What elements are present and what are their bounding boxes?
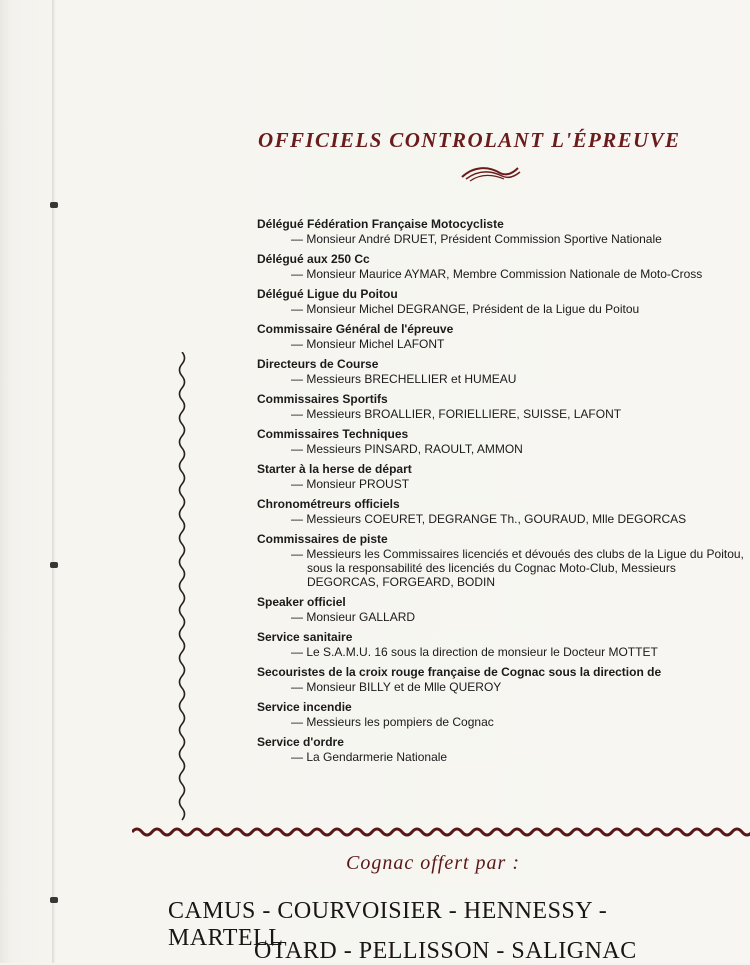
official-role: Délégué Fédération Française Motocycliste [257, 217, 504, 231]
brands-line-1: CAMUS - COURVOISIER - HENNESSY - MARTELL [168, 898, 608, 951]
official-role: Speaker officiel [257, 595, 346, 609]
official-entry [257, 391, 747, 421]
staple-mark [50, 562, 58, 568]
official-names: — Messieurs les Commissaires licenciés et dévoués des clubs de la Ligue du Poitou, sous la responsabilité des licenciés du Cognac Moto-Club, Messieurs DEGORCAS, FORGEARD, BODIN [291, 547, 744, 589]
official-entry [257, 321, 747, 351]
official-role: Directeurs de Course [257, 357, 379, 371]
official-entry [257, 594, 747, 624]
horizontal-wavy-rule [132, 825, 750, 839]
official-entry [257, 216, 747, 246]
official-role: Service d'ordre [257, 735, 344, 749]
official-role: Chronométreurs officiels [257, 497, 400, 511]
officials-list [257, 216, 747, 769]
official-entry [257, 664, 747, 694]
official-names: — Messieurs BROALLIER, FORIELLIERE, SUISSE, LAFONT [291, 407, 622, 421]
staple-mark [50, 202, 58, 208]
official-entry [257, 356, 747, 386]
official-names: — Messieurs BRECHELLIER et HUMEAU [291, 372, 517, 386]
official-role: Commissaire Général de l'épreuve [257, 322, 454, 336]
vertical-wavy-rule [176, 352, 188, 822]
official-role: Délégué Ligue du Poitou [257, 287, 398, 301]
title-ornament-icon [460, 164, 522, 184]
official-role: Commissaires Techniques [257, 427, 409, 441]
official-names: — Monsieur Maurice AYMAR, Membre Commission Nationale de Moto-Cross [291, 267, 703, 281]
official-role: Service incendie [257, 700, 352, 714]
official-role: Commissaires Sportifs [257, 392, 388, 406]
official-names: — Monsieur André DRUET, Président Commission Sportive Nationale [291, 232, 662, 246]
official-entry [257, 251, 747, 281]
official-role: Commissaires de piste [257, 532, 388, 546]
official-entry [257, 734, 747, 764]
official-names: — Monsieur Michel DEGRANGE, Président de la Ligue du Poitou [291, 302, 640, 316]
official-entry [257, 496, 747, 526]
cognac-offered-by: Cognac offert par : [346, 852, 520, 874]
official-role: Secouristes de la croix rouge française de Cognac sous la direction de [257, 665, 662, 679]
official-entry [257, 426, 747, 456]
official-entry [257, 531, 747, 589]
official-names: — La Gendarmerie Nationale [291, 750, 448, 764]
official-entry [257, 629, 747, 659]
official-entry [257, 461, 747, 491]
official-entry [257, 699, 747, 729]
official-names: — Messieurs les pompiers de Cognac [291, 715, 494, 729]
official-names: — Messieurs PINSARD, RAOULT, AMMON [291, 442, 523, 456]
staple-mark [50, 897, 58, 903]
official-role: Délégué aux 250 Cc [257, 252, 370, 266]
official-names: — Monsieur Michel LAFONT [291, 337, 445, 351]
official-role: Starter à la herse de départ [257, 462, 412, 476]
official-names: — Monsieur BILLY et de Mlle QUEROY [291, 680, 502, 694]
page-title: OFFICIELS CONTROLANT L'ÉPREUVE [258, 128, 681, 152]
official-names: — Le S.A.M.U. 16 sous la direction de monsieur le Docteur MOTTET [291, 645, 658, 659]
official-role: Service sanitaire [257, 630, 353, 644]
official-names: — Monsieur PROUST [291, 477, 410, 491]
official-names: — Monsieur GALLARD [291, 610, 416, 624]
brands-line-2: OTARD - PELLISSON - SALIGNAC [254, 938, 637, 964]
official-entry [257, 286, 747, 316]
official-names: — Messieurs COEURET, DEGRANGE Th., GOURAUD, Mlle DEGORCAS [291, 512, 687, 526]
page-fold [52, 0, 55, 963]
